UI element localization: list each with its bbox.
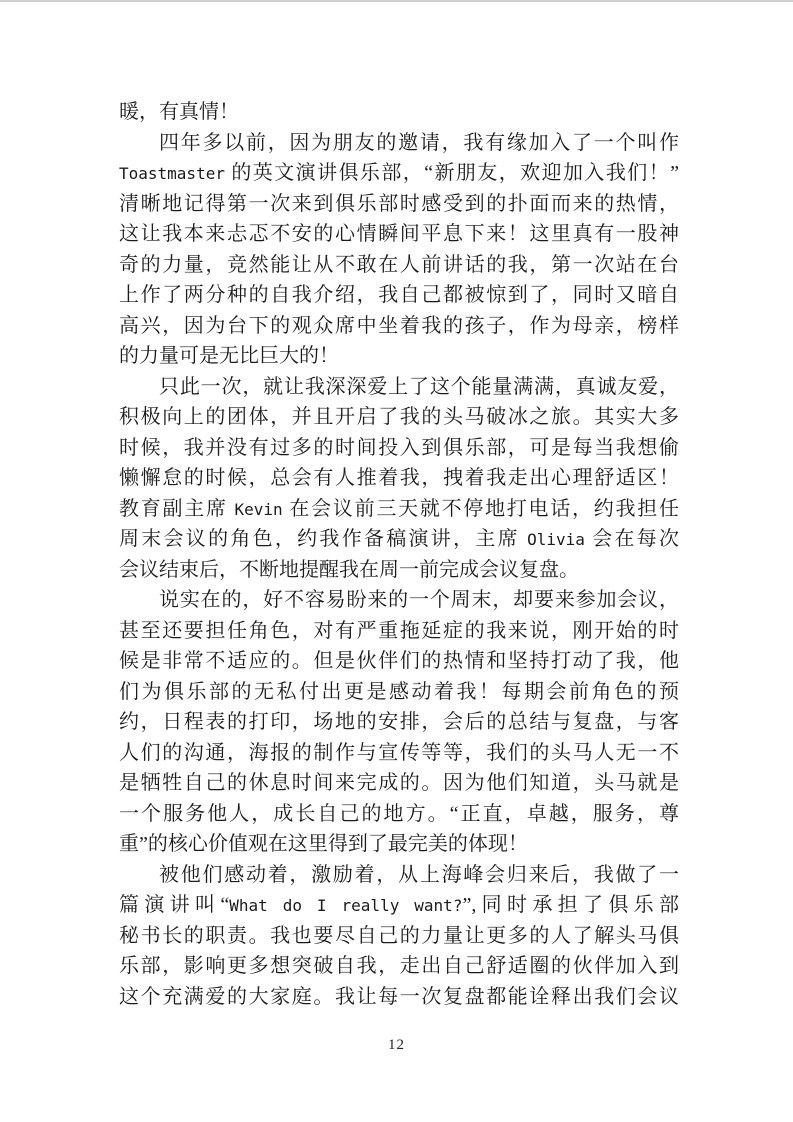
text-line: 重”的核心价值观在这里得到了最完美的体现！ xyxy=(119,833,528,855)
text-line: 篇演讲叫“What do I really want?”,同时承担了俱乐部 xyxy=(119,894,679,916)
latin-text: Olivia xyxy=(527,530,585,549)
text-line: 是牺牲自己的休息时间来完成的。因为他们知道，头马就是 xyxy=(119,772,679,794)
latin-text: What do I really want? xyxy=(229,896,463,915)
text-line: 高兴，因为台下的观众席中坐着我的孩子，作为母亲，榜样 xyxy=(119,314,679,337)
latin-text: Kevin xyxy=(234,499,283,519)
text-line: 一个服务他人，成长自己的地方。“正直，卓越，服务，尊 xyxy=(119,802,679,825)
text-line: 奇的力量，竞然能让从不敢在人前讲话的我，第一次站在台 xyxy=(119,253,679,276)
text-line: 会议结束后，不断地提醒我在周一前完成会议复盘。 xyxy=(119,558,579,581)
text-line: 四年多以前，因为朋友的邀请，我有缘加入了一个叫作 xyxy=(159,131,679,154)
text-line: 上作了两分种的自我介绍，我自己都被惊到了，同时又暗自 xyxy=(119,284,679,306)
page-top-edge xyxy=(0,0,793,2)
text-block xyxy=(119,97,679,1012)
text-line: Toastmaster 的英文演讲俱乐部，“新朋友，欢迎加入我们！” xyxy=(119,162,679,184)
text-line: 候是非常不适应的。但是伙伴们的热情和坚持打动了我，他 xyxy=(119,650,679,672)
text-line: 乐部，影响更多想突破自我，走出自己舒适圈的伙伴加入到 xyxy=(119,955,679,977)
text-line: 积极向上的团体，并且开启了我的头马破冰之旅。其实大多 xyxy=(119,406,679,428)
text-line: 暖，有真情！ xyxy=(119,101,239,123)
text-line: 这让我本来忐忑不安的心情瞬间平息下来！这里真有一股神 xyxy=(119,223,679,245)
text-line: 们为俱乐部的无私付出更是感动着我！每期会前角色的预 xyxy=(119,680,679,703)
text-line: 清晰地记得第一次来到俱乐部时感受到的扑面而来的热情， xyxy=(119,192,679,215)
text-line: 被他们感动着，激励着，从上海峰会归来后，我做了一 xyxy=(159,863,679,886)
text-line: 这个充满爱的大家庭。我让每一次复盘都能诠释出我们会议 xyxy=(119,985,679,1008)
latin-text: Toastmaster xyxy=(119,164,225,183)
text-line: 时候，我并没有过多的时间投入到俱乐部，可是每当我想偷 xyxy=(119,436,679,459)
text-line: 只此一次，就让我深深爱上了这个能量满满，真诚友爱， xyxy=(159,375,679,398)
text-line: 周末会议的角色，约我作备稿演讲，主席 Olivia 会在每次 xyxy=(119,528,680,550)
text-line: 懒懈怠的时候，总会有人推着我，拽着我走出心理舒适区！ xyxy=(119,467,679,489)
text-line: 的力量可是无比巨大的！ xyxy=(119,345,339,367)
text-line: 人们的沟通，海报的制作与宣传等等，我们的头马人无一不 xyxy=(119,741,679,764)
text-line: 说实在的，好不容易盼来的一个周末，却要来参加会议， xyxy=(159,589,679,611)
text-line: 秘书长的职责。我也要尽自己的力量让更多的人了解头马俱 xyxy=(119,924,679,947)
text-line: 教育副主席 Kevin 在会议前三天就不停地打电话，约我担任 xyxy=(119,497,680,520)
text-line: 约，日程表的打印，场地的安排，会后的总结与复盘，与客 xyxy=(119,711,679,733)
text-line: 甚至还要担任角色，对有严重拖延症的我来说，刚开始的时 xyxy=(119,619,679,642)
page-number: 12 xyxy=(388,1037,405,1053)
